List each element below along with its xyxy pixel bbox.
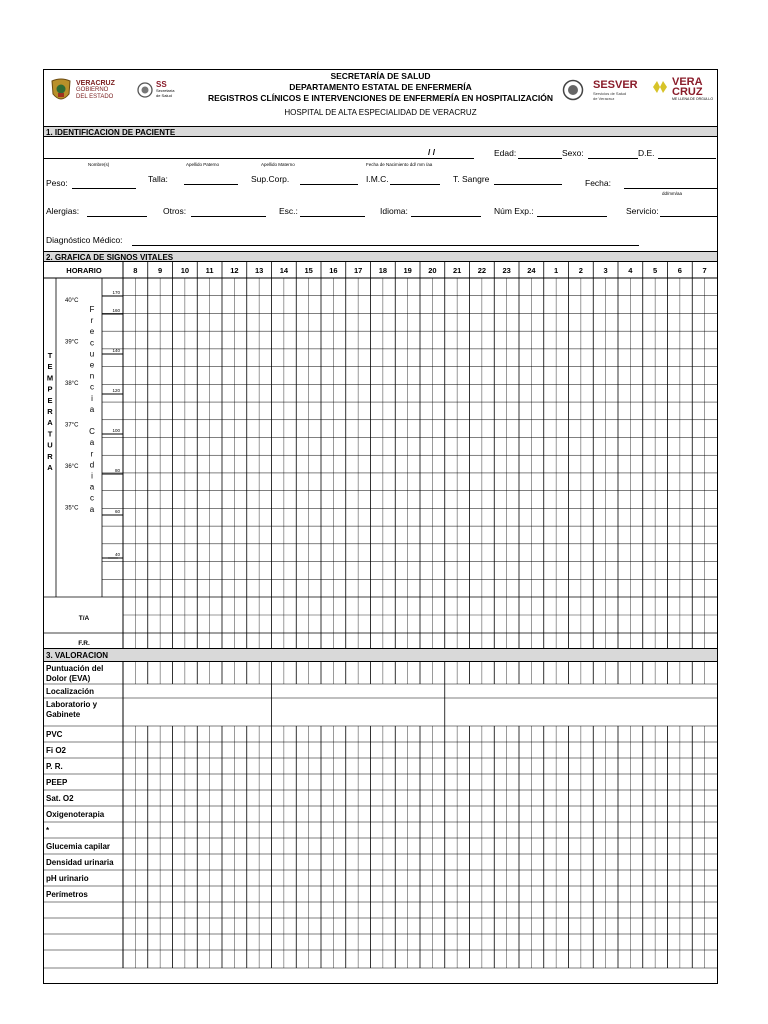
- fecha-format-caption: dd/mm/aa: [662, 191, 683, 196]
- hour-label: 21: [452, 266, 462, 275]
- fecha-label: Fecha:: [585, 178, 611, 188]
- fc-value: 100: [112, 428, 120, 433]
- logo-right2-line2: CRUZ: [672, 86, 703, 98]
- servicio-label: Servicio:: [626, 206, 659, 216]
- nombre-caption: Nombre(s): [88, 162, 110, 167]
- hour-label: 24: [527, 266, 536, 275]
- servicio-field[interactable]: [660, 216, 717, 217]
- frecuencia-letter: c: [90, 493, 94, 503]
- fc-value: 140: [112, 348, 120, 353]
- hour-label: 17: [353, 266, 363, 275]
- form-header: [44, 70, 717, 125]
- num-exp-label: Núm Exp.:: [494, 206, 534, 216]
- frecuencia-letter: a: [89, 404, 95, 414]
- imc-label: I.M.C.: [366, 174, 389, 184]
- assessment-row-label: PEEP: [46, 778, 68, 787]
- imc-field[interactable]: [390, 184, 440, 185]
- hour-label: 2: [578, 266, 583, 275]
- hour-label: 1: [554, 266, 559, 275]
- section-identificacion-title: 1. IDENTIFICACION DE PACIENTE: [44, 126, 717, 137]
- assessment-row-label: Glucemia capilar: [46, 842, 111, 851]
- frecuencia-letter: r: [90, 316, 94, 326]
- assessment-row-label: Densidad urinaria: [46, 858, 114, 867]
- assessment-row-label: Localización: [46, 687, 95, 696]
- temperatura-letter: T: [47, 351, 53, 360]
- logo-right1-line1: SESVER: [593, 79, 638, 91]
- hour-label: 10: [180, 266, 190, 275]
- logo-left1-line3: DEL ESTADO: [76, 94, 114, 100]
- hour-label: 13: [254, 266, 264, 275]
- logo-left2-line3: de Salud: [156, 93, 172, 98]
- temperature-value: 38°C: [65, 381, 79, 387]
- de-label: D.E.: [638, 148, 655, 158]
- logo-left1-line2: GOBIERNO: [76, 87, 109, 93]
- hour-label: 19: [403, 266, 412, 275]
- idioma-field[interactable]: [411, 216, 481, 217]
- hour-label: 23: [502, 266, 511, 275]
- hour-label: 4: [628, 266, 633, 275]
- temperatura-letter: T: [47, 429, 53, 439]
- logo-right1-line3: de Veracruz: [593, 96, 615, 101]
- hour-label: 8: [133, 266, 138, 275]
- hour-label: 18: [378, 266, 388, 275]
- sup-corp-label: Sup.Corp.: [251, 174, 290, 184]
- header-line-1: SECRETARÍA DE SALUD: [330, 71, 431, 81]
- temperature-value: 37°C: [65, 422, 79, 429]
- nursing-record-form: [43, 69, 718, 984]
- fr-label: F.R.: [78, 640, 90, 647]
- frecuencia-letter: e: [89, 360, 95, 370]
- temperatura-letter: R: [47, 451, 53, 461]
- logo-left2-line1: SS: [156, 80, 167, 89]
- peso-field[interactable]: [72, 188, 136, 189]
- talla-field[interactable]: [184, 184, 238, 185]
- flower-icon: [652, 80, 668, 94]
- hour-label: 7: [702, 266, 707, 275]
- hour-label: 12: [230, 266, 239, 275]
- hour-label: 14: [279, 266, 289, 275]
- otros-field[interactable]: [191, 216, 266, 217]
- temperature-value: 35°C: [65, 505, 79, 512]
- fecha-nacimiento-caption: Fecha de Nacimiento dd/ mm /aa: [366, 162, 433, 167]
- alergias-label: Alergias:: [46, 206, 80, 216]
- apellido-paterno-caption: Apellido Paterno: [186, 162, 220, 167]
- t-sangre-label: T. Sangre: [453, 174, 490, 184]
- frecuencia-letter: c: [90, 382, 94, 392]
- edad-field[interactable]: [518, 158, 562, 159]
- sexo-label: Sexo:: [562, 148, 584, 158]
- flower-emblem: [652, 80, 668, 99]
- assessment-row-label: Sat. O2: [46, 794, 74, 803]
- patient-name-field[interactable]: [44, 158, 474, 159]
- assessment-row-label: P. R.: [46, 762, 63, 771]
- veracruz-government-logo: [50, 78, 72, 109]
- frecuencia-letter: u: [89, 349, 95, 359]
- temperatura-letter: E: [47, 362, 53, 372]
- idioma-label: Idioma:: [380, 206, 408, 216]
- assessment-row-label: Dolor (EVA): [46, 674, 91, 683]
- frecuencia-letter: e: [89, 327, 95, 337]
- t-sangre-field[interactable]: [494, 184, 562, 185]
- temperatura-letter: U: [47, 440, 53, 450]
- temperatura-letter: P: [47, 384, 53, 394]
- assessment-row-label: Laboratorio y: [46, 700, 98, 709]
- fc-value: 120: [112, 388, 120, 393]
- logo-right2-line1: VERA: [672, 76, 703, 88]
- hour-label: 16: [329, 266, 338, 275]
- num-exp-field[interactable]: [537, 216, 607, 217]
- hour-label: 9: [158, 266, 163, 275]
- temperatura-letter: R: [47, 407, 53, 416]
- fc-value: 40: [114, 552, 120, 557]
- frecuencia-letter: d: [89, 460, 95, 470]
- frecuencia-letter: r: [90, 449, 94, 459]
- talla-label: Talla:: [148, 174, 168, 184]
- assessment-row-label: Perímetros: [46, 890, 88, 899]
- alergias-field[interactable]: [87, 216, 147, 217]
- apellido-materno-caption: Apellido Materno: [261, 162, 295, 167]
- otros-label: Otros:: [163, 206, 187, 216]
- sexo-field[interactable]: [588, 158, 638, 159]
- frecuencia-letter: a: [89, 504, 95, 514]
- eagle-seal-icon: [562, 78, 584, 102]
- frecuencia-letter: F: [89, 305, 95, 314]
- logo-right1-line2: Servicios de Salud: [593, 91, 627, 96]
- edad-label: Edad:: [494, 148, 517, 158]
- frecuencia-letter: a: [89, 482, 95, 492]
- fc-value: 170: [112, 290, 120, 295]
- esc-label: Esc.:: [279, 206, 298, 216]
- assessment-row-label: Oxigenoterapia: [46, 810, 105, 819]
- dob-slashes: / /: [428, 147, 436, 157]
- logo-left1-line1: VERACRUZ: [76, 80, 115, 87]
- temperatura-letter: E: [47, 395, 53, 405]
- assessment-row-label: PVC: [46, 730, 63, 739]
- hour-label: 15: [304, 266, 313, 275]
- assessment-row-label: Gabinete: [46, 710, 81, 719]
- horario-label: HORARIO: [66, 266, 102, 275]
- diagnostico-field[interactable]: [132, 245, 639, 246]
- frecuencia-letter: n: [89, 371, 95, 381]
- frecuencia-letter: C: [89, 427, 95, 437]
- logo-right2-line3: ME LLENA DE ORGULLO: [672, 97, 714, 101]
- sup-corp-field[interactable]: [300, 184, 358, 185]
- fecha-field[interactable]: [624, 188, 717, 189]
- temperature-value: 36°C: [65, 464, 79, 470]
- diagnostico-label: Diagnóstico Médico:: [46, 235, 123, 245]
- temperatura-letter: M: [46, 373, 54, 383]
- sesver-emblem: [562, 78, 584, 107]
- temperatura-letter: A: [47, 418, 53, 428]
- coat-of-arms-icon: [50, 78, 72, 104]
- ta-label: T/A: [78, 615, 90, 622]
- vital-signs-chart: [44, 262, 717, 649]
- temperature-value: 39°C: [65, 339, 79, 346]
- assessment-row-label: *: [46, 826, 50, 835]
- assessment-row-label: Fi O2: [46, 746, 67, 755]
- fc-value: 80: [114, 468, 120, 473]
- fc-value: 160: [112, 308, 120, 313]
- hour-label: 11: [205, 266, 214, 275]
- hour-label: 22: [477, 266, 487, 275]
- temperature-value: 40°C: [65, 298, 79, 304]
- logo-left2-line2: Secretaría: [156, 88, 175, 93]
- header-line-2: DEPARTAMENTO ESTATAL DE ENFERMERÍA: [289, 82, 472, 92]
- header-line-4: HOSPITAL DE ALTA ESPECIALIDAD DE VERACRUZ: [284, 108, 477, 117]
- frecuencia-letter: i: [91, 471, 93, 481]
- assessment-table: [44, 662, 717, 983]
- assessment-row-label: Puntuación del: [46, 664, 104, 673]
- ss-logo: [137, 80, 153, 105]
- hour-label: 3: [603, 266, 608, 275]
- section-valoracion-title: 3. VALORACION: [44, 648, 717, 662]
- peso-label: Peso:: [46, 178, 68, 188]
- hour-label: 5: [653, 266, 658, 275]
- hour-label: 6: [677, 266, 682, 275]
- frecuencia-letter: c: [90, 338, 94, 348]
- hour-label: 20: [428, 266, 437, 275]
- temperatura-letter: A: [47, 463, 53, 472]
- eagle-emblem-icon: [137, 80, 153, 100]
- section-signos-vitales-title: 2. GRAFICA DE SIGNOS VITALES: [44, 251, 717, 262]
- header-line-3: REGISTROS CLÍNICOS E INTERVENCIONES DE ENFERMERÍA EN HOSPITALIZACIÓN: [207, 93, 554, 103]
- frecuencia-letter: a: [89, 438, 95, 448]
- de-field[interactable]: [658, 158, 716, 159]
- esc-field[interactable]: [300, 216, 365, 217]
- fc-value: 60: [114, 509, 120, 514]
- frecuencia-letter: i: [91, 393, 93, 403]
- assessment-row-label: pH urinario: [46, 874, 89, 883]
